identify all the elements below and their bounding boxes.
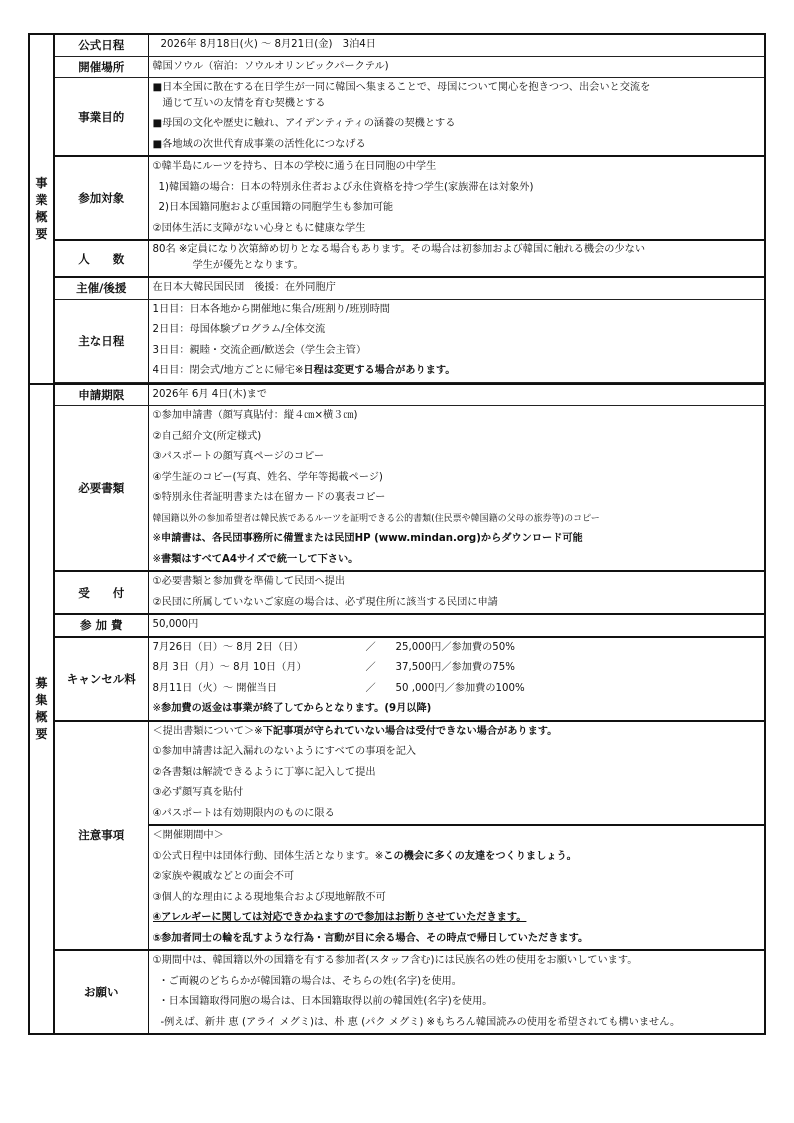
- target-line: 2)日本国籍同胞および重国籍の同胞学生も参加可能: [158, 202, 394, 213]
- cancel-amount: 37,500円／参加費の75%: [395, 662, 515, 673]
- cancel-period: 7月26日（日）〜 8月 2日（日）: [152, 641, 304, 653]
- non-korean-document-note: 韓国籍以外の参加希望者は韓民族であるルーツを証明できる公的書類(住民票や韓国籍の父母の旅券等)のコピー: [152, 513, 600, 524]
- refund-note: [153, 699, 765, 720]
- refund-note-text: 参加費の返金は事業が終了してからとなります。(9月以降): [161, 703, 432, 714]
- section-recruit-label: [29, 384, 54, 1035]
- capacity-line: 学生が優先となります。: [192, 260, 304, 271]
- reception-line: ②民団に所属していないご家庭の場合は、必ず現住所に該当する民団に申請: [152, 596, 498, 608]
- schedule-change-note: 日程は変更する場合があります。: [303, 365, 456, 376]
- note-mark: ※: [152, 533, 162, 544]
- cancel-row: [153, 658, 765, 679]
- purpose-line: ■日本全国に散在する在日学生が一同に韓国へ集まることで、母国について関心を抱きつつ、出会いと交流を: [152, 82, 651, 93]
- value-cancel-fee: [148, 637, 765, 721]
- event-outline-document: [28, 33, 766, 1035]
- download-note-text: 申請書は、各民団事務所に備置または民団HP (www.mindan.org)からダウンロード可能: [161, 533, 583, 544]
- target-line: ②団体生活に支障がない心身ともに健康な学生: [152, 222, 366, 234]
- value-capacity: [148, 240, 765, 277]
- label-reception: 受 付: [54, 571, 148, 614]
- value-notes-period: [148, 825, 765, 950]
- docs-head: [153, 722, 765, 743]
- target-line: ①韓半島にルーツを持ち、日本の学校に通う在日同胞の中学生: [152, 161, 437, 172]
- a4-note-text: 書類はすべてA4サイズで統一して下さい。: [161, 553, 359, 565]
- cancel-row: [153, 679, 765, 700]
- value-official-schedule: 2026年 8月18日(火) 〜 8月21日(金) 3泊4日: [148, 34, 765, 56]
- document-line: ①参加申請書（顔写真貼付：縦４㎝×横３㎝): [152, 410, 358, 421]
- cancel-row: [153, 638, 765, 659]
- day4-text: 4日目：閉会式/地方ごとに帰宅※: [152, 365, 304, 376]
- cancel-period: 8月11日（火）〜 開催当日: [152, 682, 278, 694]
- section-char: 要: [35, 226, 48, 241]
- section-char: 概: [35, 709, 48, 724]
- label-venue: 開催場所: [54, 56, 148, 78]
- value-main-schedule: [148, 299, 765, 382]
- capacity-line: 80名 ※定員になり次第締め切りとなる場合もあります。その場合は初参加および韓国に触れる機会の少ない: [152, 244, 646, 255]
- day-line: 3日目：親睦・交流企画/歓送会（学生会主管）: [152, 344, 367, 356]
- day-line: [153, 361, 765, 382]
- docs-head-warning: 下記事項が守られていない場合は受付できない場合があります。: [262, 725, 558, 737]
- label-main-schedule: 主な日程: [54, 299, 148, 382]
- request-line: -例えば、新井 恵 (アライ メグミ)は、朴 恵 (パク メグミ) ※もちろん韓国読みの使用を希望されても構いません。: [160, 1016, 681, 1028]
- label-request: お願い: [54, 950, 148, 1034]
- label-purpose: 事業目的: [54, 78, 148, 157]
- label-notes: 注意事項: [54, 721, 148, 951]
- purpose-line: 通じて互いの友情を育む契機とする: [162, 98, 326, 109]
- section-char: 募: [35, 675, 48, 690]
- document-line: ②自己紹介文(所定様式): [152, 430, 262, 442]
- reception-line: ①必要書類と参加費を準備して民団へ提出: [152, 576, 346, 587]
- cancel-amount: 50 ,000円／参加費の100%: [395, 682, 525, 694]
- label-cancel-fee: キャンセル料: [54, 637, 148, 721]
- a4-note: [153, 550, 765, 571]
- purpose-line: ■各地域の次世代育成事業の活性化につなげる: [152, 138, 366, 150]
- request-line: ・ご両親のどちらかが韓国籍の場合は、そちらの姓(名字)を使用。: [158, 975, 462, 987]
- value-purpose: [148, 78, 765, 157]
- period-rule: [153, 847, 765, 868]
- cancel-period: 8月 3日（月）〜 8月 10日（月）: [152, 662, 307, 673]
- value-reception: [148, 571, 765, 614]
- purpose-line: ■母国の文化や歴史に触れ、アイデンティティの涵養の契機とする: [152, 118, 456, 129]
- cancel-amount: 25,000円／参加費の50%: [395, 641, 515, 653]
- behavior-rule: ⑤参加者同士の輪を乱すような行為・言動が目に余る場合、その時点で帰日していただきます。: [152, 932, 589, 944]
- note-mark: ※: [152, 703, 162, 714]
- allergy-rule-text: ④アレルギーに関しては対応できかねますので参加はお断りさせていただきます。: [152, 912, 527, 923]
- label-documents: 必要書類: [54, 406, 148, 572]
- friends-note: この機会に多くの友達をつくりましょう。: [383, 850, 577, 862]
- section-char: 事: [35, 175, 48, 190]
- value-notes-documents: [148, 721, 765, 826]
- value-deadline: 2026年 6月 4日(木)まで: [148, 384, 765, 406]
- period-rule-text: ①公式日程中は団体行動、団体生活となります。※: [152, 850, 384, 862]
- section-char: 要: [35, 726, 48, 741]
- period-rule: ③個人的な理由による現地集合および現地解散不可: [152, 891, 386, 903]
- label-target: 参加対象: [54, 156, 148, 240]
- section-char: 集: [35, 692, 48, 707]
- day-line: 1日目：日本各地から開催地に集合/班割り/班別時間: [152, 303, 390, 315]
- request-line: ①期間中は、韓国籍以外の国籍を有する参加者(スタッフ含む)には民族名の姓の使用をお願いしています。: [152, 955, 638, 966]
- label-capacity: 人 数: [54, 240, 148, 277]
- label-deadline: 申請期限: [54, 384, 148, 406]
- document-line: ④学生証のコピー(写真、姓名、学年等掲載ページ): [152, 471, 383, 483]
- docs-rule: ①参加申請書は記入漏れのないようにすべての事項を記入: [152, 746, 417, 757]
- request-line: ・日本国籍取得同胞の場合は、日本国籍取得以前の韓国姓(名字)を使用。: [158, 996, 493, 1007]
- target-line: 1)韓国籍の場合：日本の特別永住者および永住資格を持つ学生(家族滞在は対象外): [158, 181, 534, 193]
- label-organizer: 主催/後援: [54, 277, 148, 299]
- document-line: ⑤特別永住者証明書または在留カードの裏表コピー: [152, 492, 386, 503]
- section-overview-label: [29, 34, 54, 384]
- period-head: ＜開催期間中＞: [152, 830, 224, 841]
- value-documents: [148, 406, 765, 572]
- note-mark: ※: [152, 553, 162, 565]
- document-line: ③パスポートの顔写真ページのコピー: [152, 451, 325, 462]
- outline-table: [28, 33, 766, 1035]
- docs-rule: ③必ず顔写真を貼付: [152, 787, 244, 798]
- allergy-rule: [153, 908, 765, 929]
- label-fee: 参 加 費: [54, 614, 148, 637]
- cancel-sep: ／: [365, 682, 376, 694]
- value-venue: 韓国ソウル（宿泊：ソウルオリンピックパークテル): [148, 56, 765, 78]
- docs-rule: ④パスポートは有効期限内のものに限る: [152, 807, 335, 819]
- value-request: [148, 950, 765, 1034]
- value-fee: 50,000円: [148, 614, 765, 637]
- docs-rule: ②各書類は解読できるように丁寧に記入して提出: [152, 766, 376, 778]
- value-organizer: 在日本大韓民国民団 後援：在外同胞庁: [148, 277, 765, 299]
- label-official-schedule: 公式日程: [54, 34, 148, 56]
- section-char: 業: [35, 192, 48, 207]
- cancel-sep: ／: [365, 662, 376, 673]
- value-target: [148, 156, 765, 240]
- download-note: [153, 529, 765, 550]
- cancel-sep: ／: [365, 641, 376, 653]
- period-rule: ②家族や親戚などとの面会不可: [152, 871, 295, 882]
- day-line: 2日目：母国体験プログラム/全体交流: [152, 324, 326, 335]
- docs-head-prefix: ＜提出書類について＞※: [152, 725, 263, 737]
- section-char: 概: [35, 209, 48, 224]
